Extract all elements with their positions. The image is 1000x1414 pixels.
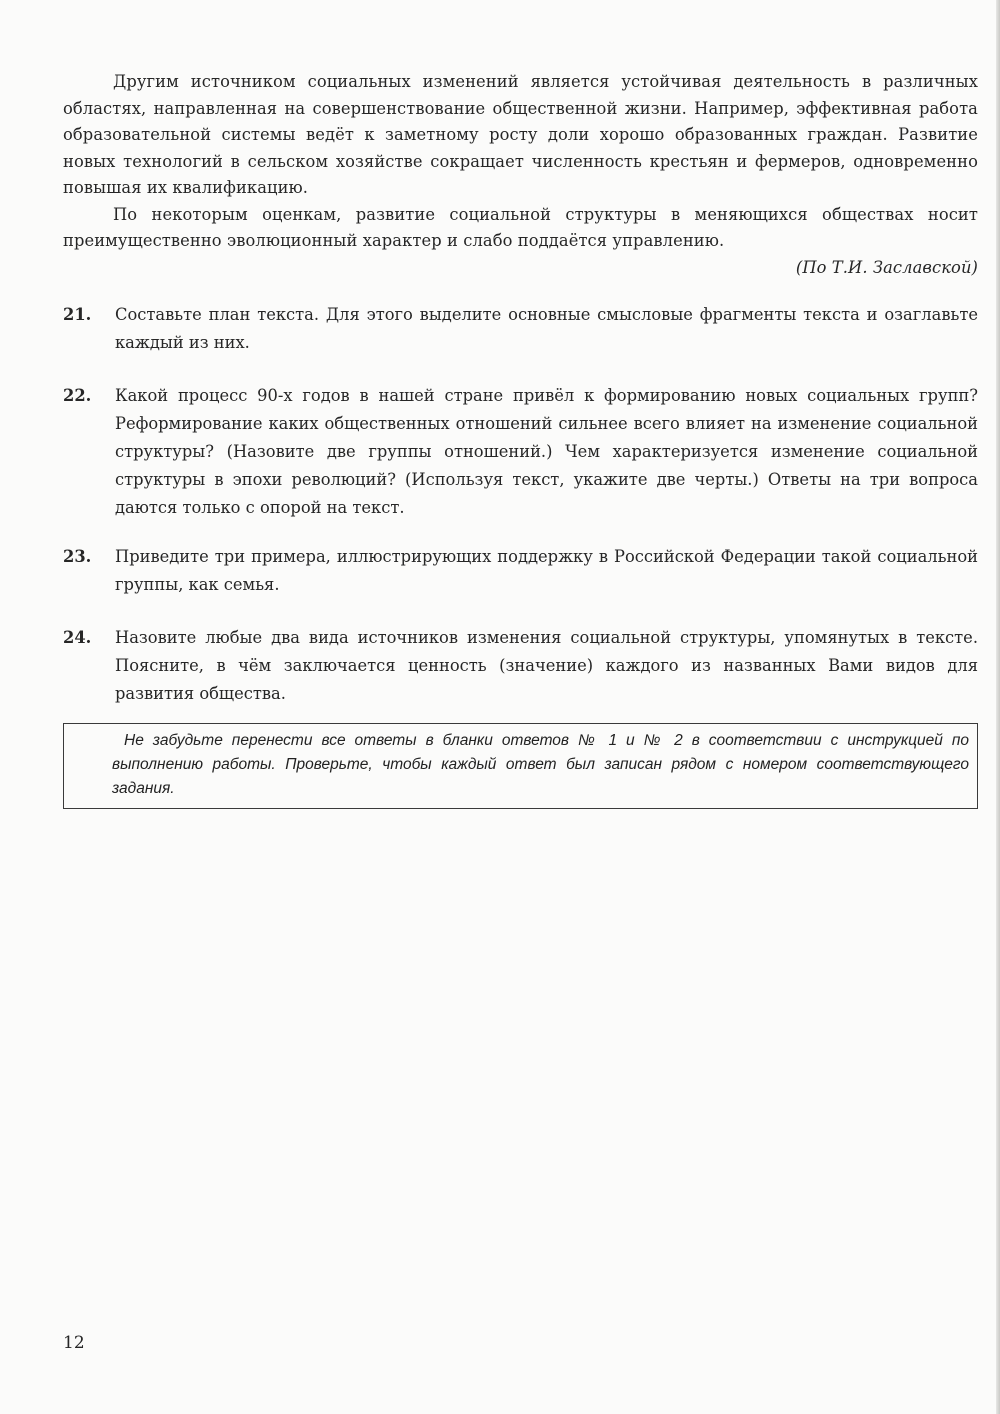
task-text: Назовите любые два вида источников изменения социальной структуры, упомянутых в тексте. Поясните, в чём заключается ценность (значение) каждого из названных Вами видов для развития общества. [115,628,978,703]
task-text: Какой процесс 90-х годов в нашей стране привёл к формированию новых социальных групп? Реформирование каких общественных отношений сильнее всего влияет на изменение социальной структуры? (Назовите две группы отношений.) Чем характеризуется изменение социальной структуры в эпохи революций? (Используя текст, укажите две черты.) Ответы на три вопроса даются только с опорой на текст. [115,386,978,517]
task-text: Составьте план текста. Для этого выделите основные смысловые фрагменты текста и озаглавьте каждый из них. [115,305,978,352]
reminder-box [63,723,978,809]
task-21 [63,301,978,357]
passage-paragraph-2: По некоторым оценкам, развитие социальной структуры в меняющихся обществах носит преимущественно эволюционный характер и слабо поддаётся управлению. [63,204,978,250]
task-22 [63,382,978,522]
task-number: 22. [63,386,92,405]
task-number: 21. [63,305,92,324]
task-number: 23. [63,547,92,566]
page-number: 12 [63,1333,85,1353]
task-text: Приведите три примера, иллюстрирующих поддержку в Российской Федерации такой социальной группы, как семья. [115,547,978,594]
task-24 [63,624,978,708]
passage-paragraph-1: Другим источником социальных изменений является устойчивая деятельность в различных областях, направленная на совершенствование общественной жизни. Например, эффективная работа образовательной системы ведёт к заметному росту доли хорошо образованных граждан. Развитие новых технологий в сельском хозяйстве сокращает численность крестьян и фермеров, одновременно повышая их квалификацию. [63,72,978,197]
passage-author: (По Т.И. Заславской) [795,257,978,277]
source-passage [63,69,978,281]
task-number: 24. [63,628,92,647]
page-edge-shadow [996,0,1000,1414]
reminder-text: Не забудьте перенести все ответы в бланки ответов № 1 и № 2 в соответствии с инструкцией по выполнению работы. Проверьте, чтобы каждый ответ был записан рядом с номером соответствующего задания. [112,732,969,797]
task-23 [63,543,978,599]
